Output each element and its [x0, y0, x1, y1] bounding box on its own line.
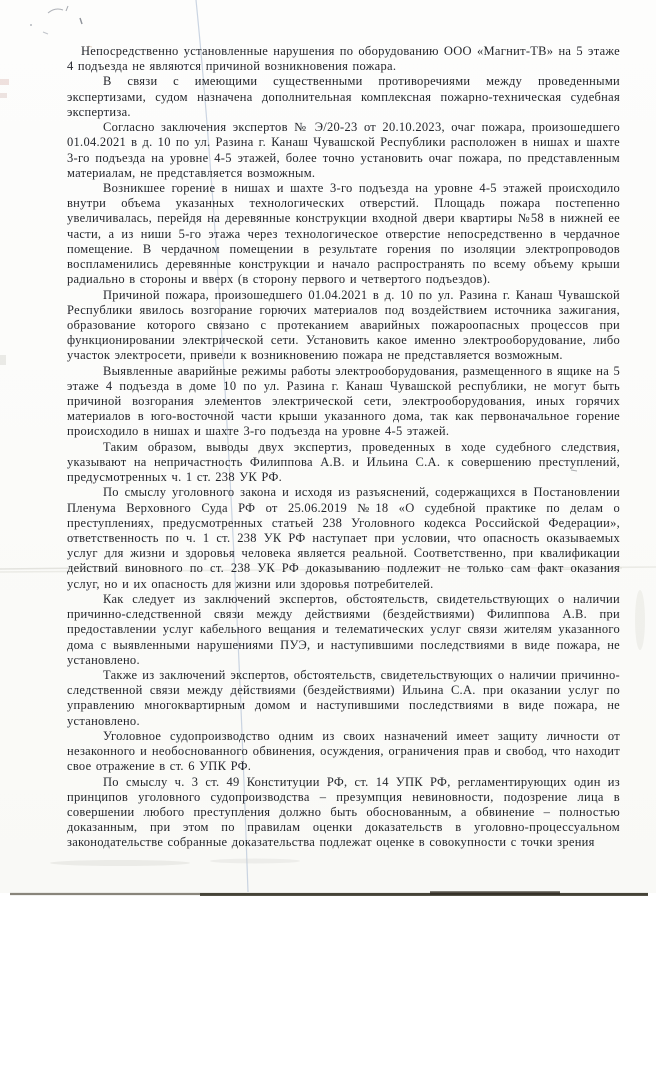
paragraph: Как следует из заключений экспертов, обстоятельств, свидетельствующих о наличии причинно-следственной связи между действиями (бездействиями) Филиппова А.В. при предоставлении услуг кабельного вещания и телематических услуг связи жителям указанного дома с выявленными нарушениями ПУЭ, и наступившими последствиями в виде пожара, не установлено.	[67, 591, 620, 667]
document-text	[67, 44, 620, 851]
paragraph: Выявленные аварийные режимы работы электрооборудования, размещенного в ящике на 5 этаже 4 подъезда в доме 10 по ул. Разина г. Канаш Чувашской республики, не могут быть причиной возгорания элементов электрической сети, электрооборудования, иных горячих материалов в юго-восточной части крыши указанного дома, так как первоначальное горение происходило в нишах и шахте 3-го подъезда на уровне 4-5 этажей.	[67, 363, 620, 439]
paragraph: По смыслу уголовного закона и исходя из разъяснений, содержащихся в Постановлении Пленума Верховного Суда РФ от 25.06.2019 №18 «О судебной практике по делам о преступлениях, предусмотренных статьей 238 Уголовного кодекса Российской Федерации», ответственность по ч. 1 ст. 238 УК РФ наступает при условии, что опасность оказываемых услуг для жизни и здоровья человека является реальной. Соответственно, при квалификации действий виновного по ст. 238 УК РФ доказыванию подлежит не только сам факт оказания услуг, но и их опасность для жизни или здоровья потребителей.	[67, 485, 620, 591]
paragraph: Непосредственно установленные нарушения по оборудованию ООО «Магнит-ТВ» на 5 этаже 4 подъезда не являются причиной возникновения пожара.	[67, 44, 620, 74]
paragraph: Возникшее горение в нишах и шахте 3-го подъезда на уровне 4-5 этажей происходило внутри объема указанных технологических отверстий. Площадь пожара постепенно увеличивалась, перейдя на деревянные конструкции входной двери квартиры №58 в нижней ее части, а из ниши 5-го этажа через технологическое отверстие непосредственно в чердачное помещение. В чердачном помещении в результате горения по изоляции электропроводов воспламенились деревянные конструкции и начало распространять по всему объему крыши радиально в стороны и вверх (в сторону первого и четвертого подъездов).	[67, 180, 620, 287]
paragraph: Уголовное судопроизводство одним из своих назначений имеет защиту личности от незаконного и необоснованного обвинения, осуждения, ограничения прав и свобод, что находит свое отражение в ст. 6 УПК РФ.	[67, 728, 620, 774]
scan-bottom-edge	[10, 893, 648, 895]
paragraph: Таким образом, выводы двух экспертиз, проведенных в ходе судебного следствия, указывают на непричастность Филиппова А.В. и Ильина С.А. к совершению преступлений, предусмотренных ч. 1 ст. 238 УК РФ.	[67, 439, 620, 485]
paragraph: Также из заключений экспертов, обстоятельств, свидетельствующих о наличии причинно-следственной связи между действиями (бездействиями) Ильина С.А. при оказании услуг по управлению многоквартирным домом и наступившими последствиями в виде пожара, не установлено.	[67, 667, 620, 728]
paragraph: Причиной пожара, произошедшего 01.04.2021 в д. 10 по ул. Разина г. Канаш Чувашской Республики явилось возгорание горючих материалов под воздействием источника зажигания, образование которого связано с протеканием аварийных пожароопасных процессов при функционировании электрической сети. Установить какое именно электрооборудование, либо участок электросети, привели к возникновению пожара не представляется возможным.	[67, 287, 620, 363]
paragraph: Согласно заключения экспертов № Э/20-23 от 20.10.2023, очаг пожара, произошедшего 01.04.2021 в д. 10 по ул. Разина г. Канаш Чувашской Республики расположен в нишах и шахте 3-го подъезда на уровне 4-5 этажей, более точно установить очаг пожара, по представленным материалам, не представляется возможным.	[67, 120, 620, 180]
paragraph: В связи с имеющими существенными противоречиями между проведенными экспертизами, судом назначена дополнительная комплексная пожарно-техническая судебная экспертиза.	[67, 74, 620, 119]
paragraph: По смыслу ч. 3 ст. 49 Конституции РФ, ст. 14 УПК РФ, регламентирующих один из принципов уголовного судопроизводства – презумпция невиновности, подозрение лица в совершении любого преступления должно быть обоснованным, а обвинение – полностью доказанным, при этом по правилам оценки доказательств в уголовно-процессуальном законодательстве собранные доказательства подлежат оценке в совокупности с точки зрения	[67, 774, 620, 850]
